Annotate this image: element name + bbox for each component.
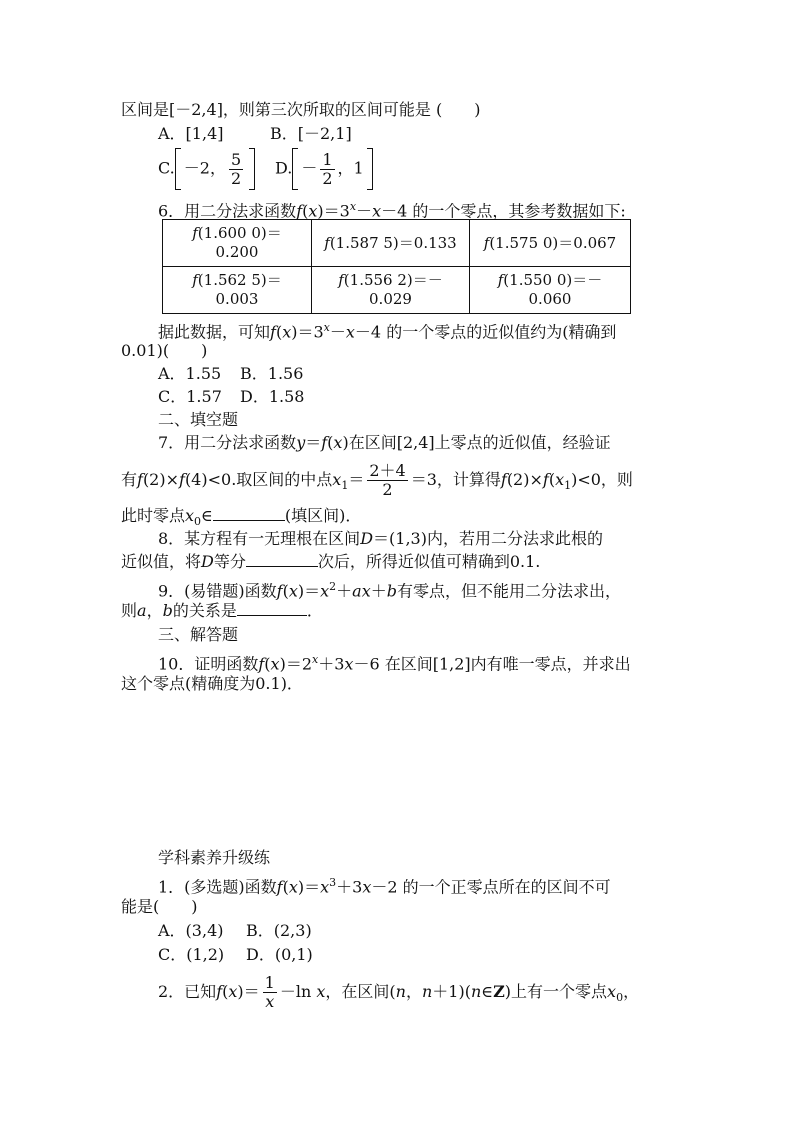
p2-line1: 2．已知f(x)＝ $\frac{1}{x}$ －ln x，在区间(n，n＋1)(n∈Z)上有一个零点$x_0$， bbox=[158, 973, 640, 1011]
p1-line2: 能是( ) bbox=[121, 897, 198, 916]
fraction-denominator: x bbox=[265, 992, 275, 1011]
q10-line1: 10．证明函数$f(x)=2^x+3x-6$ 在区间[1,2]内有唯一零点，并求出 bbox=[158, 653, 631, 674]
table-cell: f(1.600 0)＝ 0.200 bbox=[163, 220, 312, 267]
exponent: x bbox=[349, 200, 357, 213]
q5-option-d-fraction bbox=[320, 151, 334, 188]
fraction-numerator: 2＋4 bbox=[369, 461, 406, 480]
bracket-right bbox=[249, 148, 255, 190]
var-x: x bbox=[372, 201, 382, 221]
q5-option-c-fraction bbox=[229, 151, 243, 188]
q6-after-line2: 0.01)( ) bbox=[121, 341, 208, 360]
table-cell: f(1.587 5)＝0.133 bbox=[312, 220, 470, 267]
fraction-denominator: 2 bbox=[322, 168, 333, 188]
fraction-denominator: 2 bbox=[382, 480, 393, 499]
text: )＝3 bbox=[317, 201, 350, 221]
text: － bbox=[356, 201, 373, 221]
p1-option-a: A．(3,4) bbox=[158, 921, 224, 940]
q7-line2: 有f(2)×f(4)<0.取区间的中点$x_1=$ $\frac{2+4}{2}$ ＝3，计算得$f(2)\times f(x_1)<0$，则 bbox=[121, 461, 633, 499]
q6-option-b: B．1.56 bbox=[240, 364, 304, 383]
q5-option-a: A．[1,4] bbox=[158, 124, 224, 143]
q6-after-table: 据此数据，可知$f(x)=3^x-x-4$ 的一个零点的近似值约为(精确到 bbox=[158, 321, 617, 342]
q9-line1: 9．(易错题)函数$f(x)=x^2+ax+b$有零点，但不能用二分法求出， bbox=[158, 580, 622, 601]
q10-line2: 这个零点(精确度为0.1)． bbox=[121, 674, 303, 693]
q7-answer-blank[interactable] bbox=[213, 506, 285, 521]
bracket-right bbox=[367, 148, 373, 190]
q9-answer-blank[interactable] bbox=[237, 601, 307, 616]
fraction-numerator: 5 bbox=[230, 149, 242, 169]
q6-stem bbox=[158, 197, 626, 221]
q5-option-c-label: C. bbox=[158, 158, 175, 178]
q6-reference-table bbox=[162, 219, 631, 314]
q7-midpoint-fraction bbox=[367, 462, 407, 499]
p1-option-b: B．(2,3) bbox=[246, 921, 312, 940]
q5-option-d-label: D. bbox=[275, 158, 293, 178]
table-cell: f(1.550 0)＝－ 0.060 bbox=[470, 267, 631, 314]
q5-option-d-post: ，1 bbox=[337, 158, 364, 178]
bracket-left bbox=[175, 148, 181, 190]
q5-option-d bbox=[275, 148, 373, 190]
q5-option-c bbox=[158, 148, 255, 190]
q6-option-c: C．1.57 bbox=[158, 387, 222, 406]
var-x: x bbox=[308, 201, 318, 221]
p1-line1: 1．(多选题)函数$f(x)=x^3+3x-2$ 的一个正零点所在的区间不可 bbox=[158, 876, 611, 897]
q9-line2: 则a，b的关系是 ． bbox=[121, 601, 323, 620]
p1-option-c: C．(1,2) bbox=[158, 945, 225, 964]
p1-option-d: D．(0,1) bbox=[246, 945, 313, 964]
section-heading-solve: 三、解答题 bbox=[158, 625, 239, 644]
q8-line1: 8．某方程有一无理根在区间D＝(1,3)内，若用二分法求此根的 bbox=[158, 529, 603, 548]
fraction-denominator: 2 bbox=[230, 168, 242, 188]
q8-line2: 近似值，将D等分 次后，所得近似值可精确到0.1. bbox=[121, 552, 541, 571]
q6-option-a: A．1.55 bbox=[158, 364, 222, 383]
text: 6．用二分法求函数 bbox=[158, 201, 297, 221]
q5-stem-line: 区间是[－2,4]，则第三次所取的区间可能是 ( ) bbox=[121, 100, 481, 119]
table-cell: f(1.556 2)＝－ 0.029 bbox=[312, 267, 470, 314]
q5-option-c-pre: －2， bbox=[183, 158, 226, 178]
q7-line1: 7．用二分法求函数y＝f(x)在区间[2,4]上零点的近似值，经验证 bbox=[158, 433, 611, 452]
q7-line3: 此时零点$x_0\in$ (填区间)． bbox=[121, 506, 362, 529]
section-heading-literacy: 学科素养升级练 bbox=[158, 848, 271, 867]
table-row bbox=[163, 220, 631, 267]
q6-option-d: D．1.58 bbox=[240, 387, 305, 406]
table-row bbox=[163, 267, 631, 314]
fraction-numerator: 1 bbox=[264, 973, 275, 992]
q5-option-d-pre: － bbox=[301, 158, 318, 178]
section-heading-fill-in: 二、填空题 bbox=[158, 410, 239, 429]
q5-option-b: B．[－2,1] bbox=[270, 124, 352, 143]
bracket-left bbox=[292, 148, 298, 190]
q8-answer-blank[interactable] bbox=[246, 552, 318, 567]
table-cell: f(1.575 0)＝0.067 bbox=[470, 220, 631, 267]
text: ( bbox=[302, 201, 309, 221]
text: －4 的一个零点，其参考数据如下: bbox=[381, 201, 626, 221]
fraction-numerator: 1 bbox=[322, 149, 333, 169]
p2-reciprocal-fraction bbox=[263, 974, 277, 1011]
var-f: f bbox=[296, 201, 303, 221]
table-cell: f(1.562 5)＝ 0.003 bbox=[163, 267, 312, 314]
